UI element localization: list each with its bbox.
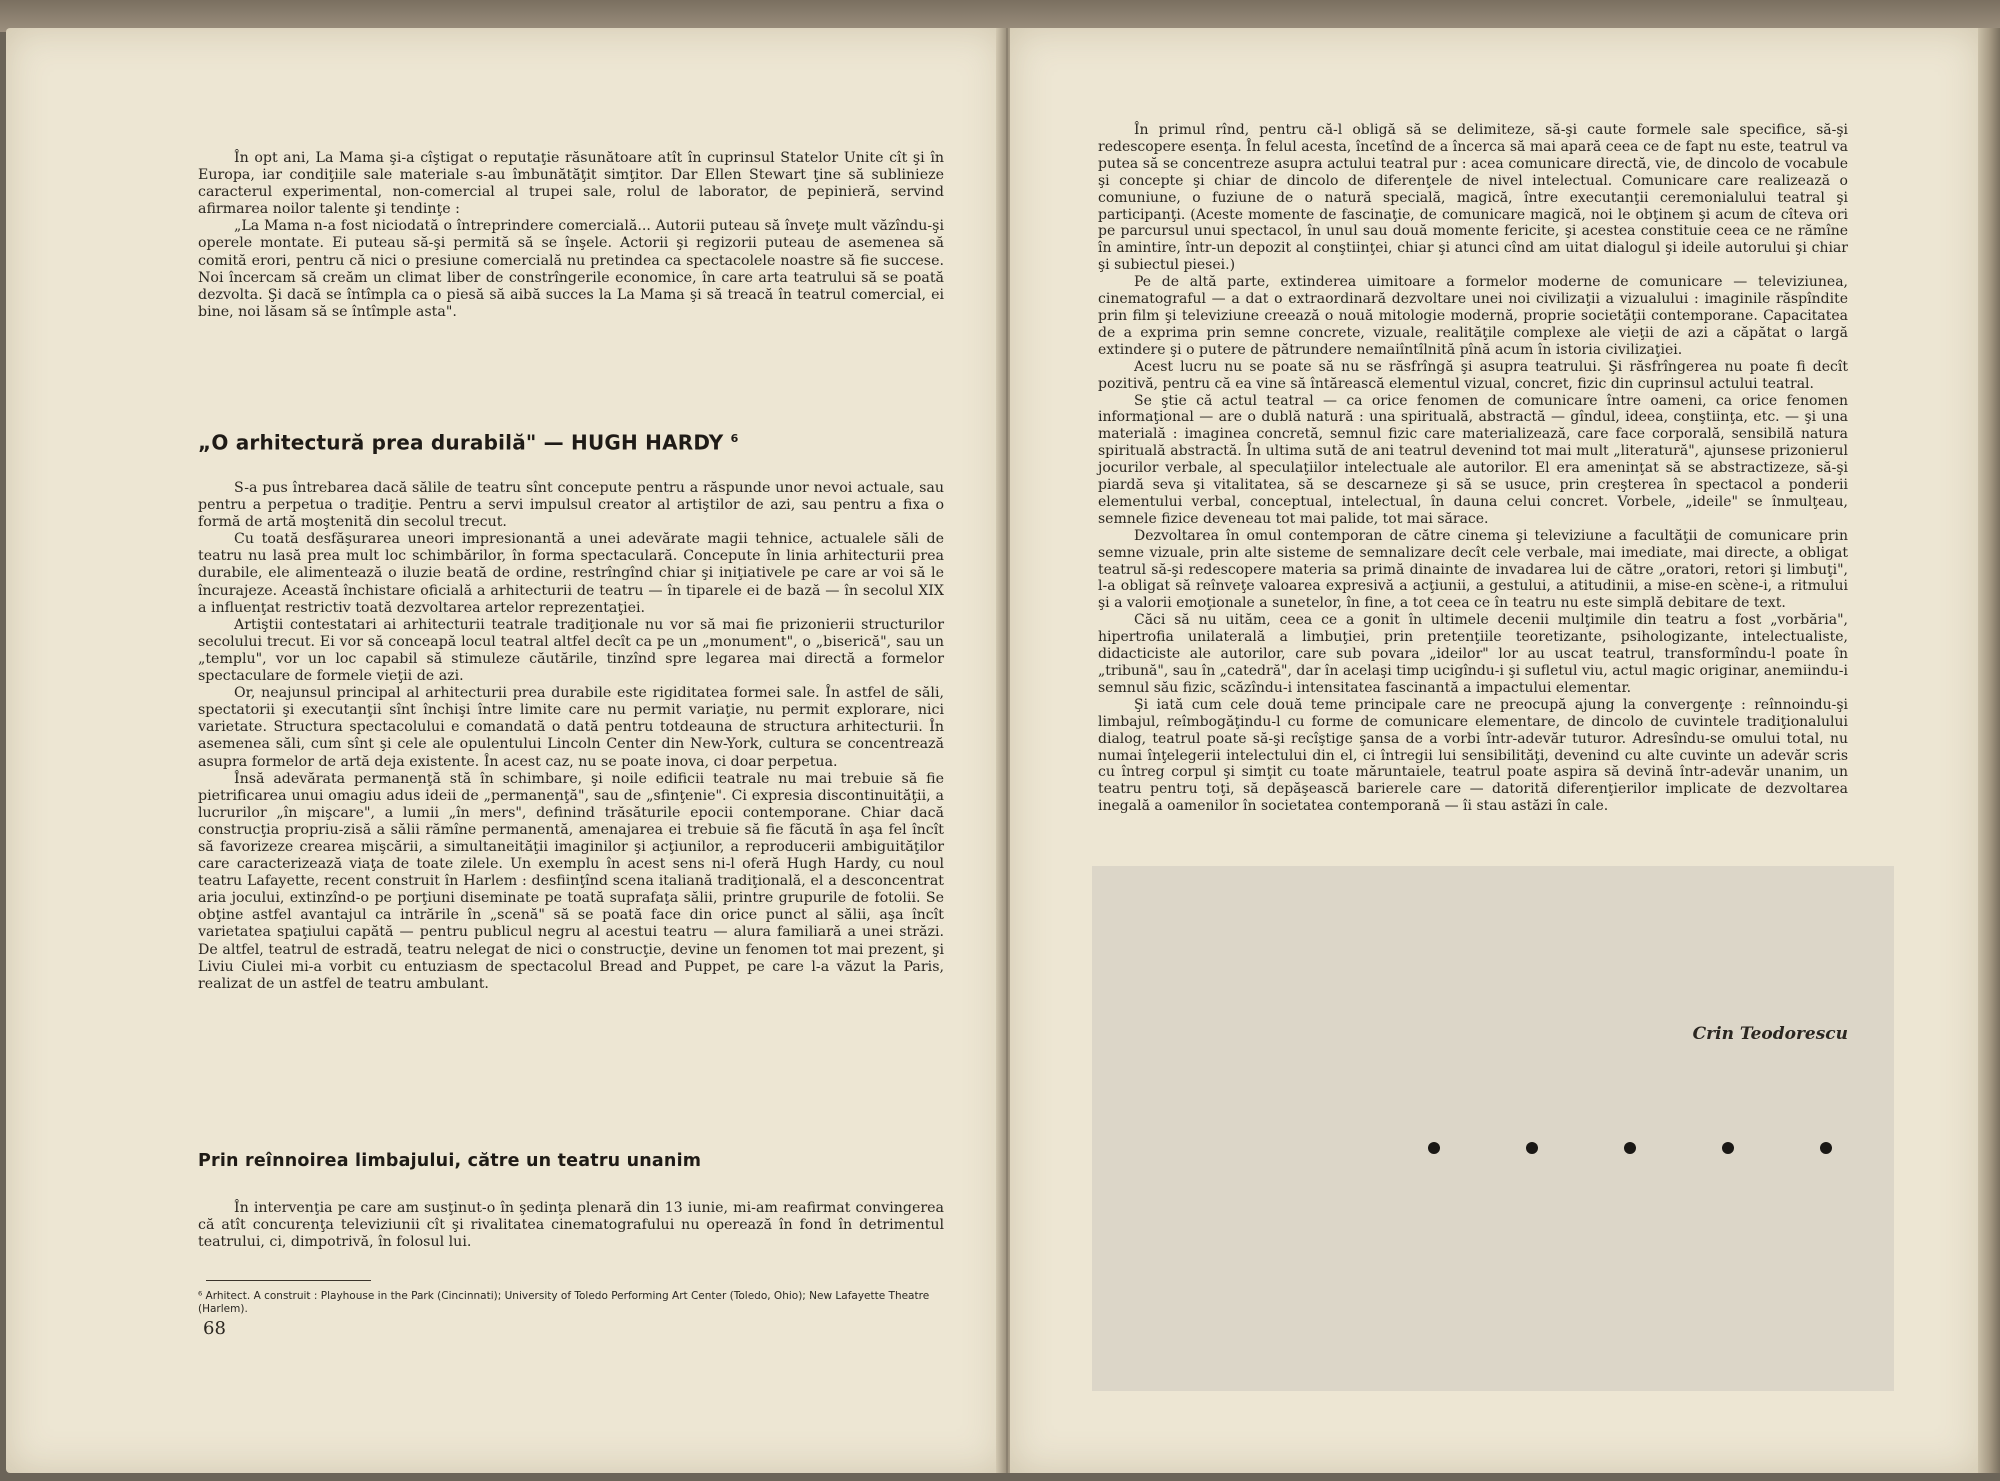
intro-paragraph-1: În opt ani, La Mama şi-a cîştigat o reputaţie răsunătoare atît în cuprinsul Statelor Unite cît şi în Europa, iar condiţiile sale materiale s-au îmbunătăţit simţitor. Dar Ellen Stewart ţine să sublinieze caracterul experimental, non-comercial al trupei sale, rolul de laborator, de pepinieră, servind afirmarea noilor talente şi tendinţe :	[198, 150, 944, 218]
separator-dot	[1820, 1142, 1832, 1154]
right-paragraph-7: Şi iată cum cele două teme principale care ne preocupă ajung la convergenţe : reînnoindu-şi limbajul, reîmbogăţindu-l cu forme de comunicare elementare, de dincolo de cuvintele tradiţionalului dialog, teatrul poate să-şi recîştige şansa de a vorbi într-adevăr tuturor. Adresîndu-se omului total, nu numai înţelegerii intelectului din el, ci întregii lui sensibilităţi, devenind cu alte cuvinte un adevăr scris cu întreg corpul şi simţit cu toate măruntaiele, teatrul poate aspira să devină într-adevăr unanim, un teatru pentru toţi, să depăşească barierele care — datorită diferenţierilor implicate de dezvoltarea inegală a oamenilor în societatea contemporană — îi stau astăzi în cale.	[1098, 696, 1848, 815]
section1-paragraph-5: Însă adevărata permanenţă stă în schimbare, şi noile edificii teatrale nu mai trebuie să fie pietrificarea unui omagiu adus ideii de „permanenţă", sau de „sfinţenie". Ci expresia discontinuităţii, a lucrurilor „în mişcare", a lumii „în mers", definind trăsăturile epocii contemporane. Chiar dacă construcţia propriu-zisă a sălii rămîne permanentă, amenajarea ei trebuie să fie făcută în aşa fel încît să favorizeze crearea mişcării, a simultaneităţii imaginilor şi acţiunilor, a reproducerii ambiguităţilor care caracterizează viaţa de toate zilele. Un exemplu în acest sens ni-l oferă Hugh Hardy, cu noul teatru Lafayette, recent construit în Harlem : desfiinţînd scena italiană tradiţională, el a desconcentrat aria jocului, extinzînd-o pe porţiuni diseminate pe toată suprafaţa sălii, printre grupurile de fotolii. Se obţine astfel avantajul ca intrările în „scenă" să se poată face din orice punct al sălii, aşa încît varietatea spaţiului capătă — pentru publicul negru al acestui teatru — alura familiară a unei străzi. De altfel, teatrul de estradă, teatru nelegat de nici o construcţie, devine un fenomen tot mai prezent, şi Liviu Ciulei mi-a vorbit cu entuziasm de spectacolul Bread and Puppet, pe care l-a văzut la Paris, realizat de un astfel de teatru ambulant.	[198, 770, 944, 992]
section2-paragraph: În intervenţia pe care am susţinut-o în şedinţa plenară din 13 iunie, mi-am reafirmat convingerea că atît concurenţa televiziunii cît şi rivalitatea cinematografului nu operează în fond în detrimentul teatrului, ci, dimpotrivă, în folosul lui.	[198, 1200, 944, 1251]
intro-paragraph-2: „La Mama n-a fost niciodată o întreprindere comercială... Autorii puteau să înveţe mult văzîndu-şi operele montate. Ei puteau să-şi permită să se înşele. Actorii şi regizorii puteau de asemenea să comită erori, pentru că nici o presiune comercială nu pretindea ca spectacolele noastre să fie succese. Noi încercam să creăm un climat liber de constrîngerile economice, în care arta teatrului să se poată dezvolta. Şi dacă se întîmpla ca o piesă să aibă succes la La Mama şi să treacă în teatrul comercial, ei bine, noi lăsam să se întîmple asta".	[198, 218, 944, 320]
section1-heading-text: „O arhitectură prea durabilă" — HUGH HARDY	[198, 430, 724, 455]
left-page	[6, 28, 1004, 1473]
right-paragraph-1: În primul rînd, pentru că-l obligă să se delimiteze, să-şi caute formele sale specifice, să-şi redescopere esenţa. În felul acesta, încetînd de a încerca să mai apară ceea ce de fapt nu este, teatrul va putea să se concentreze asupra actului teatral pur : acea comunicare directă, vie, de dincolo de vocabule şi concepte şi chiar de dincolo de diferenţele de nivel intelectual. Comunicare care realizează o comuniune, o fuziune de o natură specială, magică, între executanţii ceremonialului teatral şi participanţi. (Aceste momente de fascinaţie, de comunicare magică, noi le obţinem şi acum de cîteva ori pe parcursul unui spectacol, în unul sau două momente fericite, şi acestea constituie ceea ce ne rămîne în amintire, într-un depozit al conştiinţei, chiar şi atunci cînd am uitat dialogul şi ideile autorului şi chiar şi subiectul piesei.)	[1098, 122, 1848, 274]
section2-heading-wrap	[198, 1153, 944, 1170]
section1-body	[198, 480, 944, 993]
faded-image-area	[1092, 866, 1894, 1391]
section1-heading-wrap	[198, 430, 944, 455]
separator-dot	[1722, 1142, 1734, 1154]
separator-dot	[1526, 1142, 1538, 1154]
section1-paragraph-1: S-a pus întrebarea dacă sălile de teatru sînt concepute pentru a răspunde unor nevoi actuale, sau pentru a perpetua o tradiţie. Pentru a servi impulsul creator al artiştilor de azi, sau pentru a fixa o formă de artă moştenită din secolul trecut.	[198, 480, 944, 531]
section1-paragraph-2: Cu toată desfăşurarea uneori impresionantă a unei adevărate magii tehnice, actualele săli de teatru nu lasă prea mult loc schimbărilor, în forma spectaculară. Concepute în linia arhitecturii prea durabile, ele alimentează o iluzie beată de ordine, restrîngînd chiar şi iniţiativele pe care ar voi să le încurajeze. Această închistare oficială a arhitecturii de teatru — în tiparele ei de bază — în secolul XIX a influenţat restrictiv toată dezvoltarea artelor reprezentaţiei.	[198, 531, 944, 616]
author-signature: Crin Teodorescu	[1692, 1024, 1848, 1044]
right-paragraph-2: Pe de altă parte, extinderea uimitoare a formelor moderne de comunicare — televiziunea, cinematograful — a dat o extraordinară dezvoltare unei noi civilizaţii a vizualului : imaginile răspîndite prin film şi televiziune creează o nouă mitologie modernă, proprie societăţii contemporane. Capacitatea de a exprima prin semne concrete, vizuale, realităţile complexe ale vieţii de azi a căpătat o largă extindere şi o putere de pătrundere nemaiîntîlnită pînă acum în istoria civilizaţiei.	[1098, 274, 1848, 358]
book-right-edge	[1978, 28, 2000, 1473]
right-paragraph-3: Acest lucru nu se poate să nu se răsfrîngă şi asupra teatrului. Şi răsfrîngerea nu poate fi decît pozitivă, pentru că ea vine să întărească elementul vizual, concret, fizic din cuprinsul actului teatral.	[1098, 358, 1848, 392]
section1-heading	[198, 430, 944, 455]
right-paragraph-6: Căci să nu uităm, ceea ce a gonit în ultimele decenii mulţimile din teatru a fost „vorbăria", hipertrofia unilaterală a limbuţiei, prin pretenţiile teoretizante, psihologizante, intelectualiste, didacticiste ale autorilor, care sub povara „ideilor" lor au uscat teatrul, transformîndu-l poate în „tribună", sau în „catedră", dar în acelaşi timp ucigîndu-i şi sufletul viu, actul magic originar, anemiindu-i semnul său fizic, scăzîndu-i intensitatea fascinantă a impactului elementar.	[1098, 612, 1848, 696]
footnote-divider	[206, 1280, 371, 1281]
separator-dot	[1428, 1142, 1440, 1154]
right-page	[1010, 28, 1982, 1473]
footnote: ⁶ Arhitect. A construit : Playhouse in the Park (Cincinnati); University of Toledo Performing Art Center (Toledo, Ohio); New Lafayette Theatre (Harlem).	[198, 1290, 930, 1315]
right-body	[1098, 122, 1848, 815]
separator-dots	[1010, 1142, 1982, 1162]
left-intro	[198, 150, 944, 321]
section1-paragraph-4: Or, neajunsul principal al arhitecturii prea durabile este rigiditatea formei sale. În astfel de săli, spectatorii şi executanţii sînt închişi între limite care nu permit variaţie, nu permit explorare, nici varietate. Structura spectacolului e comandată o dată pentru totdeauna de structura arhitecturii. În asemenea săli, cum sînt şi cele ale opulentului Lincoln Center din New-York, cultura se concentrează asupra formelor de artă deja existente. În acest caz, nu se poate inova, ci doar perpetua.	[198, 685, 944, 770]
section2-heading: Prin reînnoirea limbajului, către un teatru unanim	[198, 1151, 702, 1171]
separator-dot	[1624, 1142, 1636, 1154]
section1-paragraph-3: Artiştii contestatari ai arhitecturii teatrale tradiţionale nu vor să mai fie prizonierii structurilor secolului trecut. Ei vor să conceapă locul teatral altfel decît ca pe un „monument", o „biserică", sau un „templu", vor un loc capabil să stimuleze căutările, tinzînd spre legarea mai directă a formelor spectaculare de formele vieţii de azi.	[198, 616, 944, 685]
right-paragraph-4: Se ştie că actul teatral — ca orice fenomen de comunicare între oameni, ca orice fenomen informaţional — are o dublă natură : una spirituală, abstractă — gîndul, ideea, conştiinţa, etc. — şi una materială : imaginea concretă, semnul fizic care materializează, care face corporală, sensibilă natura spirituală abstractă. În ultima sută de ani teatrul devenind tot mai mult „literatură", ajunsese prizonierul jocurilor verbale, al speculaţiilor intelectuale ale autorilor. El era ameninţat să se abstractizeze, să-şi piardă seva şi vitalitatea, să se descarneze şi să se usuce, prin creşterea în spectacol a ponderii elementului verbal, conceptual, intelectual, în dauna celui concret. Vorbele, „ideile" se înmulţeau, semnele fizice deveneau tot mai palide, tot mai sărace.	[1098, 392, 1848, 527]
right-paragraph-5: Dezvoltarea în omul contemporan de către cinema şi televiziune a facultăţii de comunicare prin semne vizuale, prin alte sisteme de semnalizare decît cele verbale, mai imediate, mai directe, a obligat teatrul să-şi redescopere materia sa primă dinainte de invadarea lui de către „oratori, retori şi limbuţi", l-a obligat să reînveţe valoarea expresivă a acţiunii, a gestului, a atitudinii, a mise-en scène-i, a ritmului şi a valorii emoţionale a sunetelor, în fine, a tot ceea ce în teatru nu este simplă debitare de text.	[1098, 527, 1848, 612]
page-number: 68	[203, 1318, 226, 1339]
footnote-marker: 6	[730, 432, 739, 445]
section2-body	[198, 1200, 944, 1251]
